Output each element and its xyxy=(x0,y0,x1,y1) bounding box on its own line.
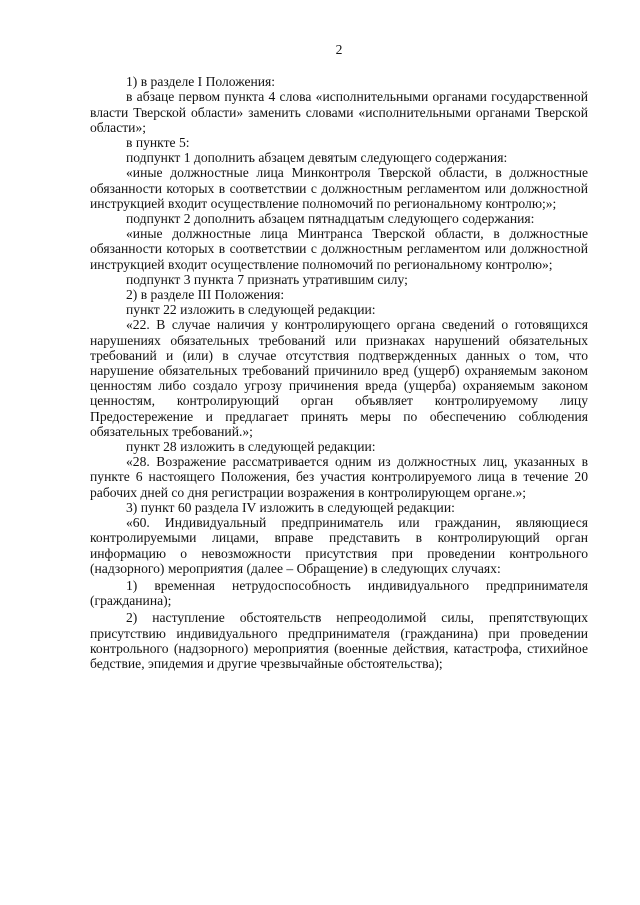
paragraph-case-2: 2) наступление обстоятельств непреодолимой силы, препятствующих присутствию индивидуального предпринимателя (гражданина) при проведении контрольного (надзорного) мероприятия (военные действия, катастрофа, стихийное бедствие, эпидемия и другие чрезвычайные обстоятельства); xyxy=(90,610,588,671)
paragraph-subitem-3-repeal: подпункт 3 пункта 7 признать утратившим силу; xyxy=(126,271,408,287)
paragraph-subitem-1-amendment: подпункт 1 дополнить абзацем девятым следующего содержания: xyxy=(126,150,508,166)
paragraph-quote-item-60: «60. Индивидуальный предприниматель или гражданин, являющиеся контролируемыми лицами, вправе представить в контролирующий орган информацию о невозможности присутствия при проведении контрольного (надзорного) мероприятия (далее – Обращение) в следующих случаях: xyxy=(90,515,588,576)
paragraph-item-4-amendment: в абзаце первом пункта 4 слова «исполнительными органами государственной власти Тверской области» заменить словами «исполнительными органами Тверской области»; xyxy=(90,89,588,135)
paragraph-quote-item-22: «22. В случае наличия у контролирующего органа сведений о готовящихся нарушениях обязательных требований или признаках нарушений обязательных требований и (или) в случае отсутствия подтвержденных данных о том, что нарушение обязательных требований причинило вред (ущерб) охраняемым законом ценностям либо создало угрозу причинения вреда (ущерба) охраняемым законом ценностям, контролирующий орган объявляет контролируемому лицу Предостережение и предлагает принять меры по обеспечению соблюдения обязательных требований.»; xyxy=(90,317,588,439)
paragraph-quote-mintrans: «иные должностные лица Минтранса Тверской области, в должностные обязанности которых в соответствии с должностным регламентом или должностной инструкцией входит осуществление полномочий по региональному контролю»; xyxy=(90,226,588,272)
paragraph-item-5-heading: в пункте 5: xyxy=(126,135,190,151)
paragraph-section-3-heading: 2) в разделе III Положения: xyxy=(126,287,285,303)
paragraph-item-28-heading: пункт 28 изложить в следующей редакции: xyxy=(126,439,376,455)
paragraph-item-22-heading: пункт 22 изложить в следующей редакции: xyxy=(126,302,376,318)
paragraph-quote-item-28: «28. Возражение рассматривается одним из должностных лиц, указанных в пункте 6 настоящего Положения, без участия контролируемого лица в течение 20 рабочих дней со дня регистрации возражения в контролирующем органе.»; xyxy=(90,454,588,500)
paragraph-subitem-2-amendment: подпункт 2 дополнить абзацем пятнадцатым следующего содержания: xyxy=(126,211,535,227)
page-number: 2 xyxy=(335,42,343,57)
paragraph-section-1-heading: 1) в разделе I Положения: xyxy=(126,74,276,90)
paragraph-item-60-heading: 3) пункт 60 раздела IV изложить в следующей редакции: xyxy=(126,499,455,515)
paragraph-case-1: 1) временная нетрудоспособность индивидуального предпринимателя (гражданина); xyxy=(90,577,588,609)
paragraph-quote-minkontrol: «иные должностные лица Минконтроля Тверской области, в должностные обязанности которых в соответствии с должностным регламентом или должностной инструкцией входит осуществление полномочий по региональному контролю;»; xyxy=(90,165,588,211)
